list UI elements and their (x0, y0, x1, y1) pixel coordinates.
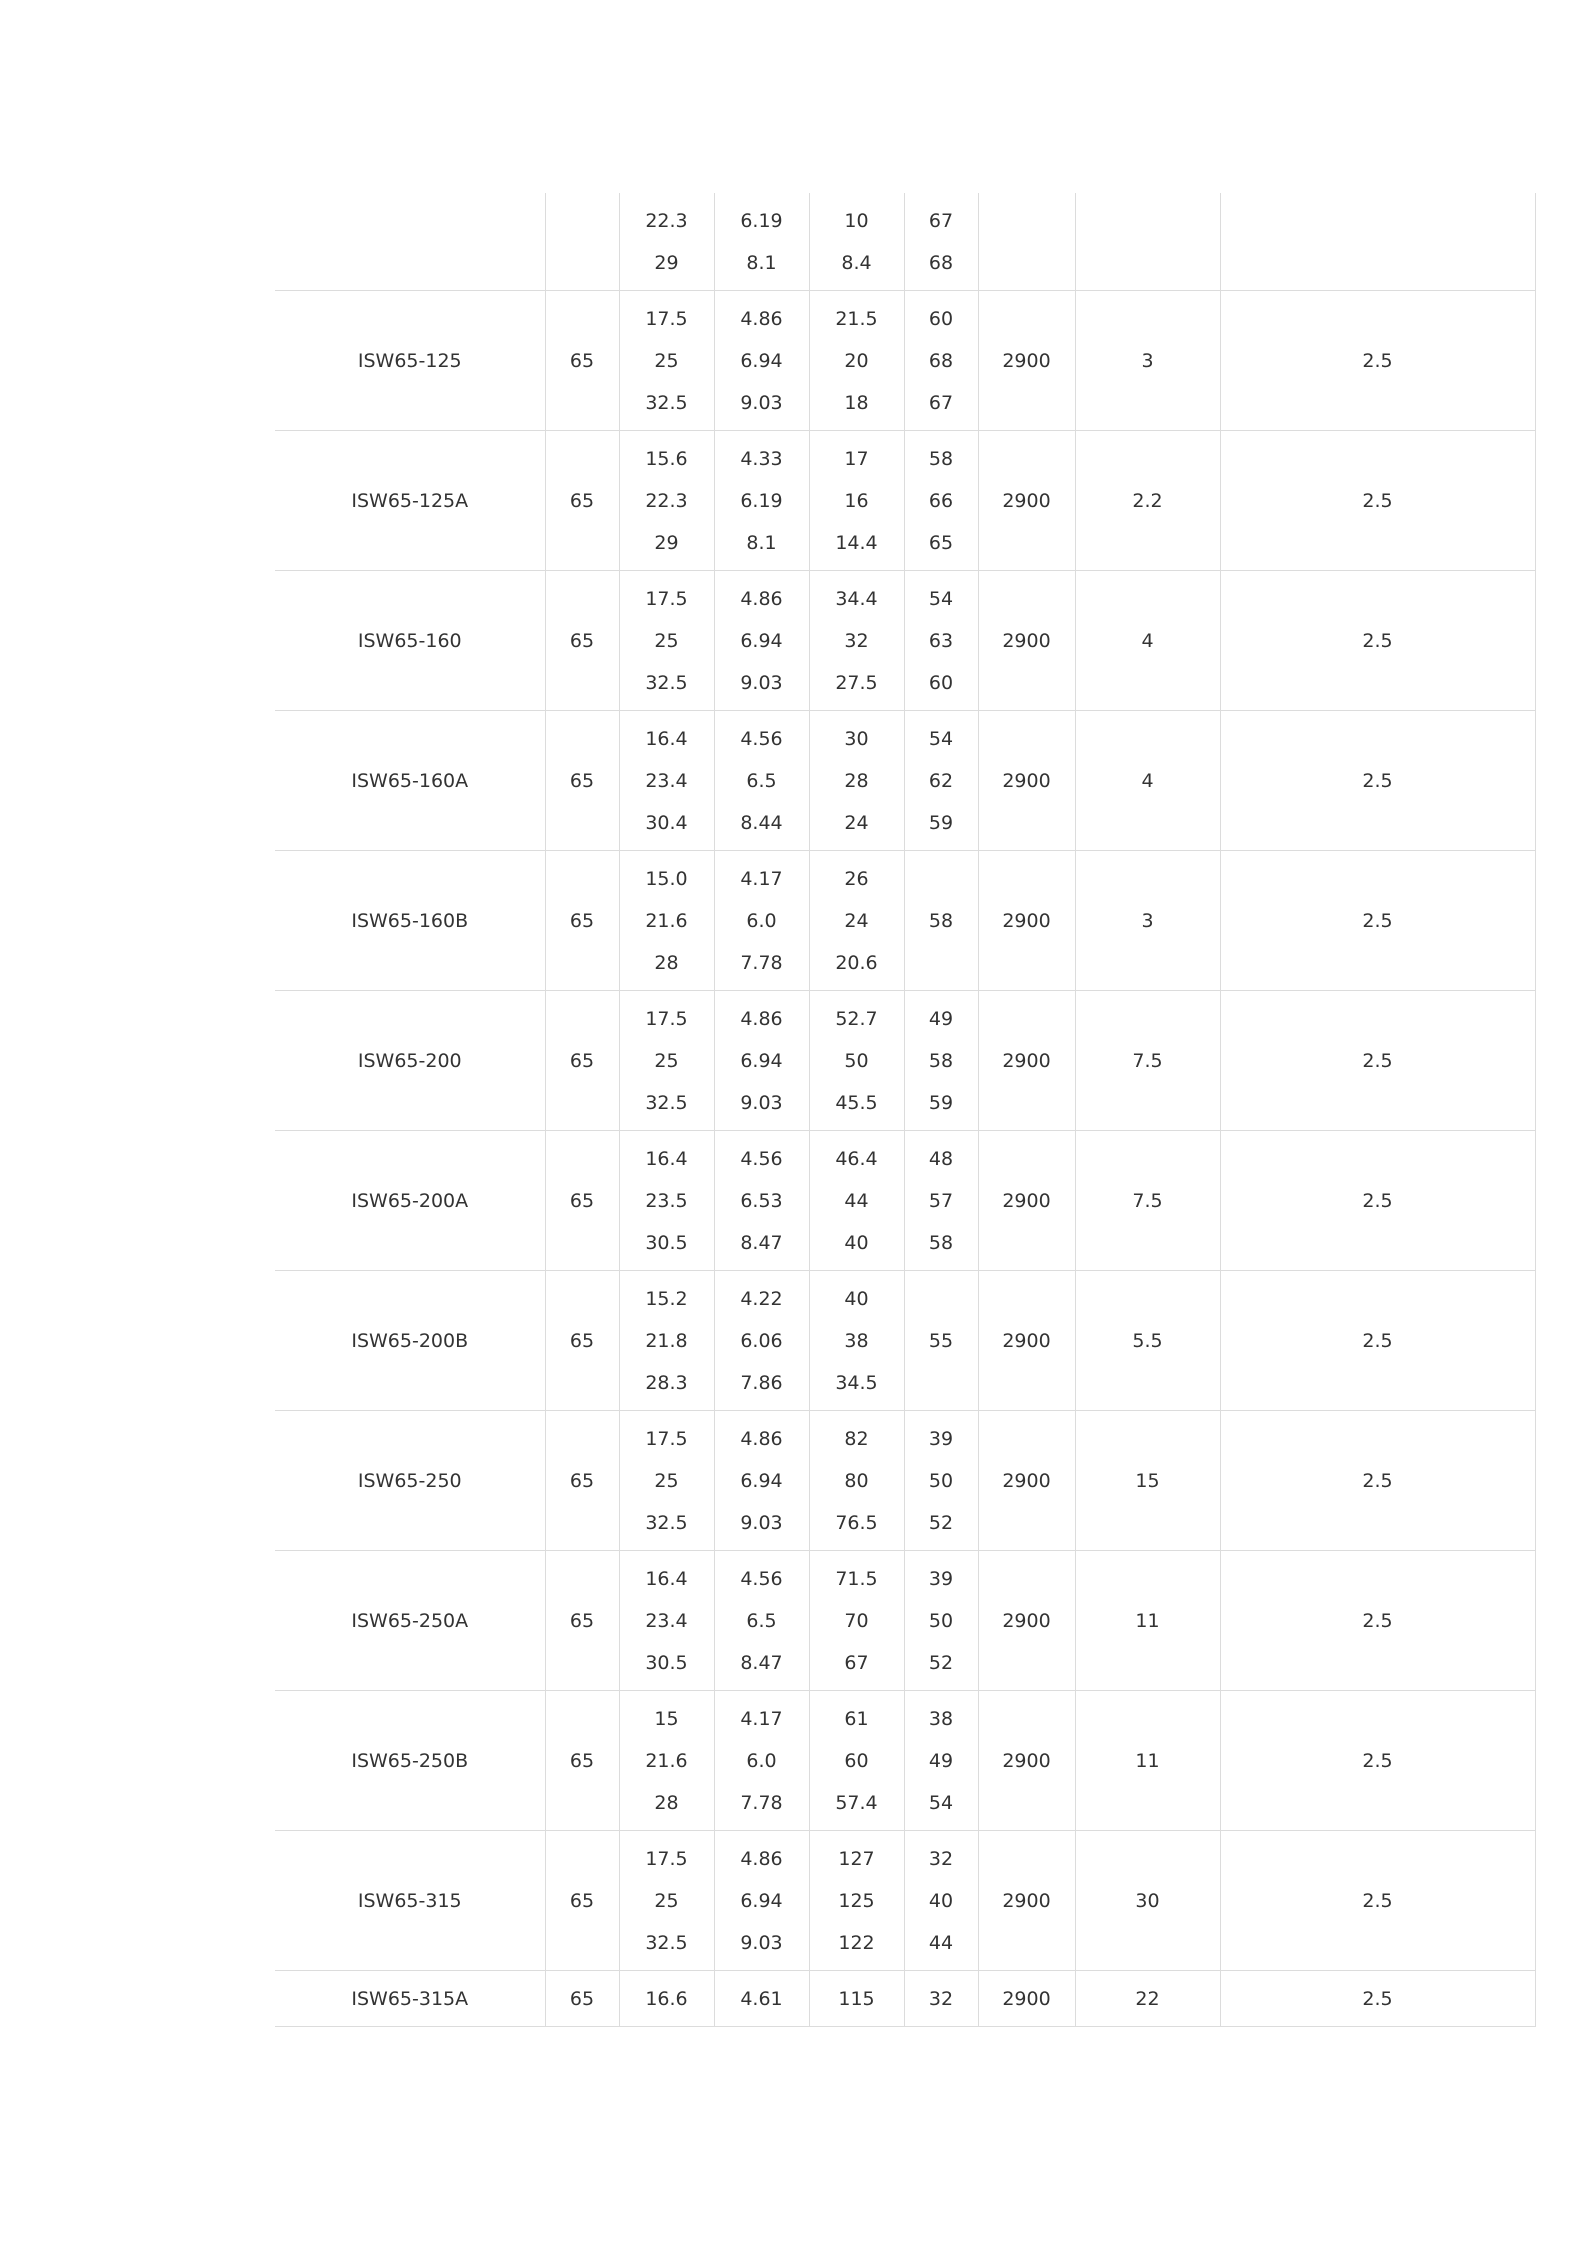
efficiency-cell-value: 49 (928, 1007, 954, 1030)
flow-m3h-cell (619, 1831, 714, 1971)
power-cell (1075, 193, 1220, 291)
head-cell (809, 1411, 904, 1551)
flow-ls-cell-value: 8.44 (740, 811, 783, 834)
head-cell-value: 50 (844, 1049, 869, 1072)
model-cell (275, 193, 545, 291)
power-cell: 4 (1075, 571, 1220, 711)
flow-ls-cell-value: 6.94 (740, 629, 783, 652)
efficiency-cell (904, 711, 978, 851)
model-cell: ISW65-315A (275, 1971, 545, 2027)
table-row (275, 1271, 1535, 1411)
flow-m3h-cell-value: 32.5 (645, 1511, 688, 1534)
flow-ls-cell-value: 4.56 (740, 1567, 783, 1590)
flow-ls-cell-value: 4.61 (740, 1987, 783, 2010)
efficiency-cell (904, 1691, 978, 1831)
flow-m3h-cell-value: 15.2 (645, 1287, 688, 1310)
flow-m3h-cell-value: 25 (654, 1889, 679, 1912)
table-row (275, 1971, 1535, 2027)
caliber-cell: 65 (545, 991, 619, 1131)
power-cell: 5.5 (1075, 1271, 1220, 1411)
efficiency-cell-value: 60 (928, 307, 954, 330)
table-row (275, 1831, 1535, 1971)
flow-m3h-cell-value: 23.5 (645, 1189, 688, 1212)
efficiency-cell-value: 39 (928, 1567, 954, 1590)
efficiency-cell (904, 991, 978, 1131)
efficiency-cell-value: 68 (928, 251, 954, 274)
flow-m3h-cell-value: 28 (654, 951, 679, 974)
efficiency-cell-value: 32 (928, 1847, 954, 1870)
flow-m3h-cell-value: 21.8 (645, 1329, 688, 1352)
power-cell: 11 (1075, 1551, 1220, 1691)
flow-m3h-cell (619, 1271, 714, 1411)
flow-m3h-cell (619, 1411, 714, 1551)
head-cell-value: 24 (844, 811, 869, 834)
power-cell: 3 (1075, 291, 1220, 431)
flow-m3h-cell-value: 16.4 (645, 727, 688, 750)
npsh-cell: 2.5 (1220, 991, 1535, 1131)
efficiency-cell-value: 44 (928, 1931, 954, 1954)
caliber-cell: 65 (545, 851, 619, 991)
flow-ls-cell-value: 9.03 (740, 1931, 783, 1954)
caliber-cell: 65 (545, 1551, 619, 1691)
head-cell (809, 431, 904, 571)
head-cell (809, 991, 904, 1131)
efficiency-cell-value: 50 (928, 1469, 954, 1492)
flow-ls-cell (714, 1411, 809, 1551)
efficiency-cell (904, 1271, 978, 1411)
speed-cell: 2900 (978, 1131, 1075, 1271)
model-cell: ISW65-160 (275, 571, 545, 711)
flow-m3h-cell-value: 17.5 (645, 307, 688, 330)
head-cell-value: 16 (844, 489, 869, 512)
npsh-cell: 2.5 (1220, 1971, 1535, 2027)
table-row (275, 291, 1535, 431)
flow-ls-cell-value: 9.03 (740, 391, 783, 414)
flow-ls-cell-value: 6.5 (746, 1609, 777, 1632)
flow-m3h-cell-value: 17.5 (645, 587, 688, 610)
efficiency-cell-value: 58 (928, 447, 954, 470)
flow-ls-cell-value: 7.78 (740, 951, 783, 974)
efficiency-cell-value: 63 (928, 629, 954, 652)
efficiency-cell-value: 60 (928, 671, 954, 694)
head-cell-value: 82 (844, 1427, 869, 1450)
flow-m3h-cell-value: 32.5 (645, 1931, 688, 1954)
model-cell: ISW65-200 (275, 991, 545, 1131)
table-row (275, 431, 1535, 571)
table-row (275, 193, 1535, 291)
head-cell-value: 24 (844, 909, 869, 932)
head-cell-value: 60 (844, 1749, 869, 1772)
efficiency-cell-value: 59 (928, 811, 954, 834)
flow-m3h-cell-value: 15 (654, 1707, 679, 1730)
caliber-cell: 65 (545, 291, 619, 431)
head-cell (809, 291, 904, 431)
efficiency-cell-value: 59 (928, 1091, 954, 1114)
head-cell-value: 20.6 (835, 951, 878, 974)
speed-cell: 2900 (978, 851, 1075, 991)
caliber-cell: 65 (545, 431, 619, 571)
speed-cell: 2900 (978, 431, 1075, 571)
head-cell-value: 26 (844, 867, 869, 890)
flow-ls-cell-value: 7.86 (740, 1371, 783, 1394)
flow-ls-cell-value: 6.94 (740, 1469, 783, 1492)
flow-ls-cell-value: 6.19 (740, 489, 783, 512)
head-cell (809, 711, 904, 851)
efficiency-cell-value: 58 (928, 1231, 954, 1254)
flow-m3h-cell-value: 22.3 (645, 209, 688, 232)
model-cell: ISW65-250B (275, 1691, 545, 1831)
caliber-cell: 65 (545, 1691, 619, 1831)
caliber-cell: 65 (545, 1411, 619, 1551)
speed-cell: 2900 (978, 1691, 1075, 1831)
flow-ls-cell (714, 291, 809, 431)
npsh-cell (1220, 193, 1535, 291)
flow-m3h-cell-value: 32.5 (645, 1091, 688, 1114)
flow-ls-cell (714, 193, 809, 291)
flow-ls-cell-value: 6.94 (740, 1889, 783, 1912)
flow-m3h-cell (619, 991, 714, 1131)
efficiency-cell-value: 68 (928, 349, 954, 372)
efficiency-cell-value: 48 (928, 1147, 954, 1170)
flow-m3h-cell-value: 28 (654, 1791, 679, 1814)
table-row (275, 1131, 1535, 1271)
power-cell: 4 (1075, 711, 1220, 851)
head-cell-value: 71.5 (835, 1567, 878, 1590)
power-cell: 3 (1075, 851, 1220, 991)
flow-ls-cell (714, 1831, 809, 1971)
flow-ls-cell-value: 6.53 (740, 1189, 783, 1212)
flow-m3h-cell (619, 1691, 714, 1831)
efficiency-cell-value: 58 (928, 1049, 954, 1072)
head-cell-value: 44 (844, 1189, 869, 1212)
efficiency-cell-value: 57 (928, 1189, 954, 1212)
flow-m3h-cell-value: 15.0 (645, 867, 688, 890)
caliber-cell: 65 (545, 711, 619, 851)
efficiency-cell-value: 50 (928, 1609, 954, 1632)
efficiency-cell (904, 571, 978, 711)
head-cell-value: 40 (844, 1287, 869, 1310)
flow-m3h-cell (619, 851, 714, 991)
head-cell-value: 17 (844, 447, 869, 470)
flow-ls-cell-value: 9.03 (740, 671, 783, 694)
flow-m3h-cell-value: 16.4 (645, 1147, 688, 1170)
flow-ls-cell-value: 4.86 (740, 1427, 783, 1450)
flow-ls-cell-value: 4.17 (740, 1707, 783, 1730)
head-cell-value: 10 (844, 209, 869, 232)
head-cell-value: 18 (844, 391, 869, 414)
speed-cell: 2900 (978, 1551, 1075, 1691)
head-cell-value: 52.7 (835, 1007, 878, 1030)
flow-m3h-cell (619, 1971, 714, 2027)
flow-m3h-cell-value: 25 (654, 629, 679, 652)
flow-m3h-cell-value: 21.6 (645, 909, 688, 932)
speed-cell: 2900 (978, 571, 1075, 711)
head-cell-value: 127 (838, 1847, 875, 1870)
npsh-cell: 2.5 (1220, 1551, 1535, 1691)
efficiency-cell-value: 66 (928, 489, 954, 512)
flow-ls-cell-value: 4.86 (740, 1007, 783, 1030)
model-cell: ISW65-200B (275, 1271, 545, 1411)
npsh-cell: 2.5 (1220, 1411, 1535, 1551)
power-cell: 15 (1075, 1411, 1220, 1551)
flow-m3h-cell-value: 23.4 (645, 1609, 688, 1632)
flow-m3h-cell (619, 711, 714, 851)
flow-m3h-cell-value: 23.4 (645, 769, 688, 792)
table-row (275, 711, 1535, 851)
head-cell-value: 14.4 (835, 531, 878, 554)
power-cell: 11 (1075, 1691, 1220, 1831)
model-cell: ISW65-160A (275, 711, 545, 851)
caliber-cell: 65 (545, 571, 619, 711)
model-cell: ISW65-200A (275, 1131, 545, 1271)
head-cell (809, 571, 904, 711)
flow-m3h-cell-value: 28.3 (645, 1371, 688, 1394)
flow-m3h-cell (619, 1551, 714, 1691)
head-cell-value: 80 (844, 1469, 869, 1492)
flow-m3h-cell-value: 30.4 (645, 811, 688, 834)
flow-m3h-cell-value: 29 (654, 251, 679, 274)
efficiency-cell-value: 58 (928, 909, 954, 932)
flow-m3h-cell (619, 291, 714, 431)
flow-m3h-cell-value: 25 (654, 1049, 679, 1072)
speed-cell: 2900 (978, 1271, 1075, 1411)
power-cell: 30 (1075, 1831, 1220, 1971)
head-cell-value: 32 (844, 629, 869, 652)
model-cell: ISW65-160B (275, 851, 545, 991)
npsh-cell: 2.5 (1220, 711, 1535, 851)
table-row (275, 1551, 1535, 1691)
head-cell (809, 1691, 904, 1831)
efficiency-cell-value: 38 (928, 1707, 954, 1730)
npsh-cell: 2.5 (1220, 571, 1535, 711)
power-cell: 7.5 (1075, 991, 1220, 1131)
speed-cell: 2900 (978, 291, 1075, 431)
flow-ls-cell (714, 1551, 809, 1691)
flow-ls-cell-value: 9.03 (740, 1091, 783, 1114)
caliber-cell: 65 (545, 1831, 619, 1971)
flow-ls-cell-value: 4.86 (740, 307, 783, 330)
head-cell (809, 851, 904, 991)
table-row (275, 851, 1535, 991)
flow-ls-cell-value: 4.17 (740, 867, 783, 890)
head-cell-value: 125 (838, 1889, 875, 1912)
efficiency-cell-value: 54 (928, 727, 954, 750)
efficiency-cell-value: 67 (928, 391, 954, 414)
flow-m3h-cell-value: 25 (654, 349, 679, 372)
caliber-cell (545, 193, 619, 291)
head-cell (809, 1831, 904, 1971)
caliber-cell: 65 (545, 1271, 619, 1411)
table-body (275, 193, 1535, 2027)
efficiency-cell (904, 1551, 978, 1691)
power-cell: 22 (1075, 1971, 1220, 2027)
head-cell-value: 38 (844, 1329, 869, 1352)
flow-ls-cell-value: 6.0 (746, 1749, 777, 1772)
flow-ls-cell-value: 6.94 (740, 349, 783, 372)
flow-ls-cell (714, 571, 809, 711)
npsh-cell: 2.5 (1220, 1831, 1535, 1971)
flow-m3h-cell (619, 571, 714, 711)
head-cell (809, 1551, 904, 1691)
efficiency-cell-value: 52 (928, 1651, 954, 1674)
flow-m3h-cell (619, 431, 714, 571)
efficiency-cell-value: 62 (928, 769, 954, 792)
flow-ls-cell-value: 7.78 (740, 1791, 783, 1814)
head-cell-value: 76.5 (835, 1511, 878, 1534)
flow-m3h-cell (619, 193, 714, 291)
npsh-cell: 2.5 (1220, 1691, 1535, 1831)
efficiency-cell-value: 65 (928, 531, 954, 554)
efficiency-cell-value: 39 (928, 1427, 954, 1450)
head-cell-value: 61 (844, 1707, 869, 1730)
head-cell-value: 122 (838, 1931, 875, 1954)
efficiency-cell (904, 851, 978, 991)
flow-ls-cell-value: 4.86 (740, 1847, 783, 1870)
head-cell-value: 57.4 (835, 1791, 878, 1814)
efficiency-cell-value: 54 (928, 1791, 954, 1814)
model-cell: ISW65-250 (275, 1411, 545, 1551)
power-cell: 2.2 (1075, 431, 1220, 571)
efficiency-cell-value: 54 (928, 587, 954, 610)
npsh-cell: 2.5 (1220, 1131, 1535, 1271)
flow-m3h-cell (619, 1131, 714, 1271)
flow-m3h-cell-value: 25 (654, 1469, 679, 1492)
efficiency-cell-value: 32 (928, 1987, 954, 2010)
flow-m3h-cell-value: 17.5 (645, 1007, 688, 1030)
head-cell-value: 8.4 (841, 251, 872, 274)
flow-ls-cell (714, 711, 809, 851)
model-cell: ISW65-125 (275, 291, 545, 431)
head-cell-value: 27.5 (835, 671, 878, 694)
model-cell: ISW65-125A (275, 431, 545, 571)
pump-spec-table (275, 193, 1536, 2027)
flow-ls-cell-value: 6.94 (740, 1049, 783, 1072)
flow-ls-cell-value: 8.47 (740, 1231, 783, 1254)
flow-m3h-cell-value: 29 (654, 531, 679, 554)
head-cell-value: 34.4 (835, 587, 878, 610)
flow-ls-cell-value: 6.0 (746, 909, 777, 932)
flow-ls-cell-value: 4.33 (740, 447, 783, 470)
npsh-cell: 2.5 (1220, 431, 1535, 571)
flow-ls-cell-value: 9.03 (740, 1511, 783, 1534)
head-cell-value: 46.4 (835, 1147, 878, 1170)
flow-ls-cell-value: 6.5 (746, 769, 777, 792)
flow-m3h-cell-value: 32.5 (645, 671, 688, 694)
head-cell-value: 115 (838, 1987, 875, 2010)
flow-ls-cell-value: 8.1 (746, 251, 777, 274)
flow-ls-cell-value: 6.19 (740, 209, 783, 232)
flow-m3h-cell-value: 22.3 (645, 489, 688, 512)
flow-m3h-cell-value: 17.5 (645, 1427, 688, 1450)
head-cell (809, 1971, 904, 2027)
speed-cell: 2900 (978, 1831, 1075, 1971)
efficiency-cell-value: 52 (928, 1511, 954, 1534)
head-cell (809, 1271, 904, 1411)
flow-m3h-cell-value: 32.5 (645, 391, 688, 414)
head-cell-value: 20 (844, 349, 869, 372)
head-cell-value: 21.5 (835, 307, 878, 330)
efficiency-cell-value: 55 (928, 1329, 954, 1352)
caliber-cell: 65 (545, 1971, 619, 2027)
flow-ls-cell-value: 8.1 (746, 531, 777, 554)
flow-m3h-cell-value: 16.6 (645, 1987, 688, 2010)
model-cell: ISW65-250A (275, 1551, 545, 1691)
efficiency-cell-value: 40 (928, 1889, 954, 1912)
flow-m3h-cell-value: 16.4 (645, 1567, 688, 1590)
flow-ls-cell-value: 4.86 (740, 587, 783, 610)
efficiency-cell (904, 431, 978, 571)
flow-m3h-cell-value: 21.6 (645, 1749, 688, 1772)
head-cell-value: 34.5 (835, 1371, 878, 1394)
speed-cell: 2900 (978, 1411, 1075, 1551)
speed-cell: 2900 (978, 1971, 1075, 2027)
flow-ls-cell (714, 431, 809, 571)
flow-ls-cell (714, 1271, 809, 1411)
speed-cell (978, 193, 1075, 291)
speed-cell: 2900 (978, 711, 1075, 851)
flow-ls-cell-value: 8.47 (740, 1651, 783, 1674)
head-cell-value: 70 (844, 1609, 869, 1632)
efficiency-cell-value: 49 (928, 1749, 954, 1772)
npsh-cell: 2.5 (1220, 1271, 1535, 1411)
npsh-cell: 2.5 (1220, 851, 1535, 991)
speed-cell: 2900 (978, 991, 1075, 1131)
efficiency-cell (904, 1131, 978, 1271)
flow-m3h-cell-value: 15.6 (645, 447, 688, 470)
flow-ls-cell (714, 1971, 809, 2027)
efficiency-cell (904, 193, 978, 291)
flow-ls-cell (714, 991, 809, 1131)
efficiency-cell (904, 1411, 978, 1551)
flow-ls-cell-value: 4.56 (740, 1147, 783, 1170)
flow-ls-cell-value: 6.06 (740, 1329, 783, 1352)
head-cell-value: 67 (844, 1651, 869, 1674)
power-cell: 7.5 (1075, 1131, 1220, 1271)
efficiency-cell (904, 1971, 978, 2027)
flow-ls-cell (714, 1131, 809, 1271)
table-row (275, 991, 1535, 1131)
flow-ls-cell-value: 4.56 (740, 727, 783, 750)
efficiency-cell (904, 1831, 978, 1971)
head-cell-value: 40 (844, 1231, 869, 1254)
flow-ls-cell (714, 851, 809, 991)
head-cell (809, 193, 904, 291)
flow-ls-cell-value: 4.22 (740, 1287, 783, 1310)
head-cell-value: 30 (844, 727, 869, 750)
table-row (275, 1411, 1535, 1551)
table-row (275, 571, 1535, 711)
caliber-cell: 65 (545, 1131, 619, 1271)
npsh-cell: 2.5 (1220, 291, 1535, 431)
table-row (275, 1691, 1535, 1831)
flow-m3h-cell-value: 17.5 (645, 1847, 688, 1870)
head-cell-value: 45.5 (835, 1091, 878, 1114)
model-cell: ISW65-315 (275, 1831, 545, 1971)
head-cell-value: 28 (844, 769, 869, 792)
flow-m3h-cell-value: 30.5 (645, 1231, 688, 1254)
efficiency-cell (904, 291, 978, 431)
flow-ls-cell (714, 1691, 809, 1831)
efficiency-cell-value: 67 (928, 209, 954, 232)
head-cell (809, 1131, 904, 1271)
flow-m3h-cell-value: 30.5 (645, 1651, 688, 1674)
